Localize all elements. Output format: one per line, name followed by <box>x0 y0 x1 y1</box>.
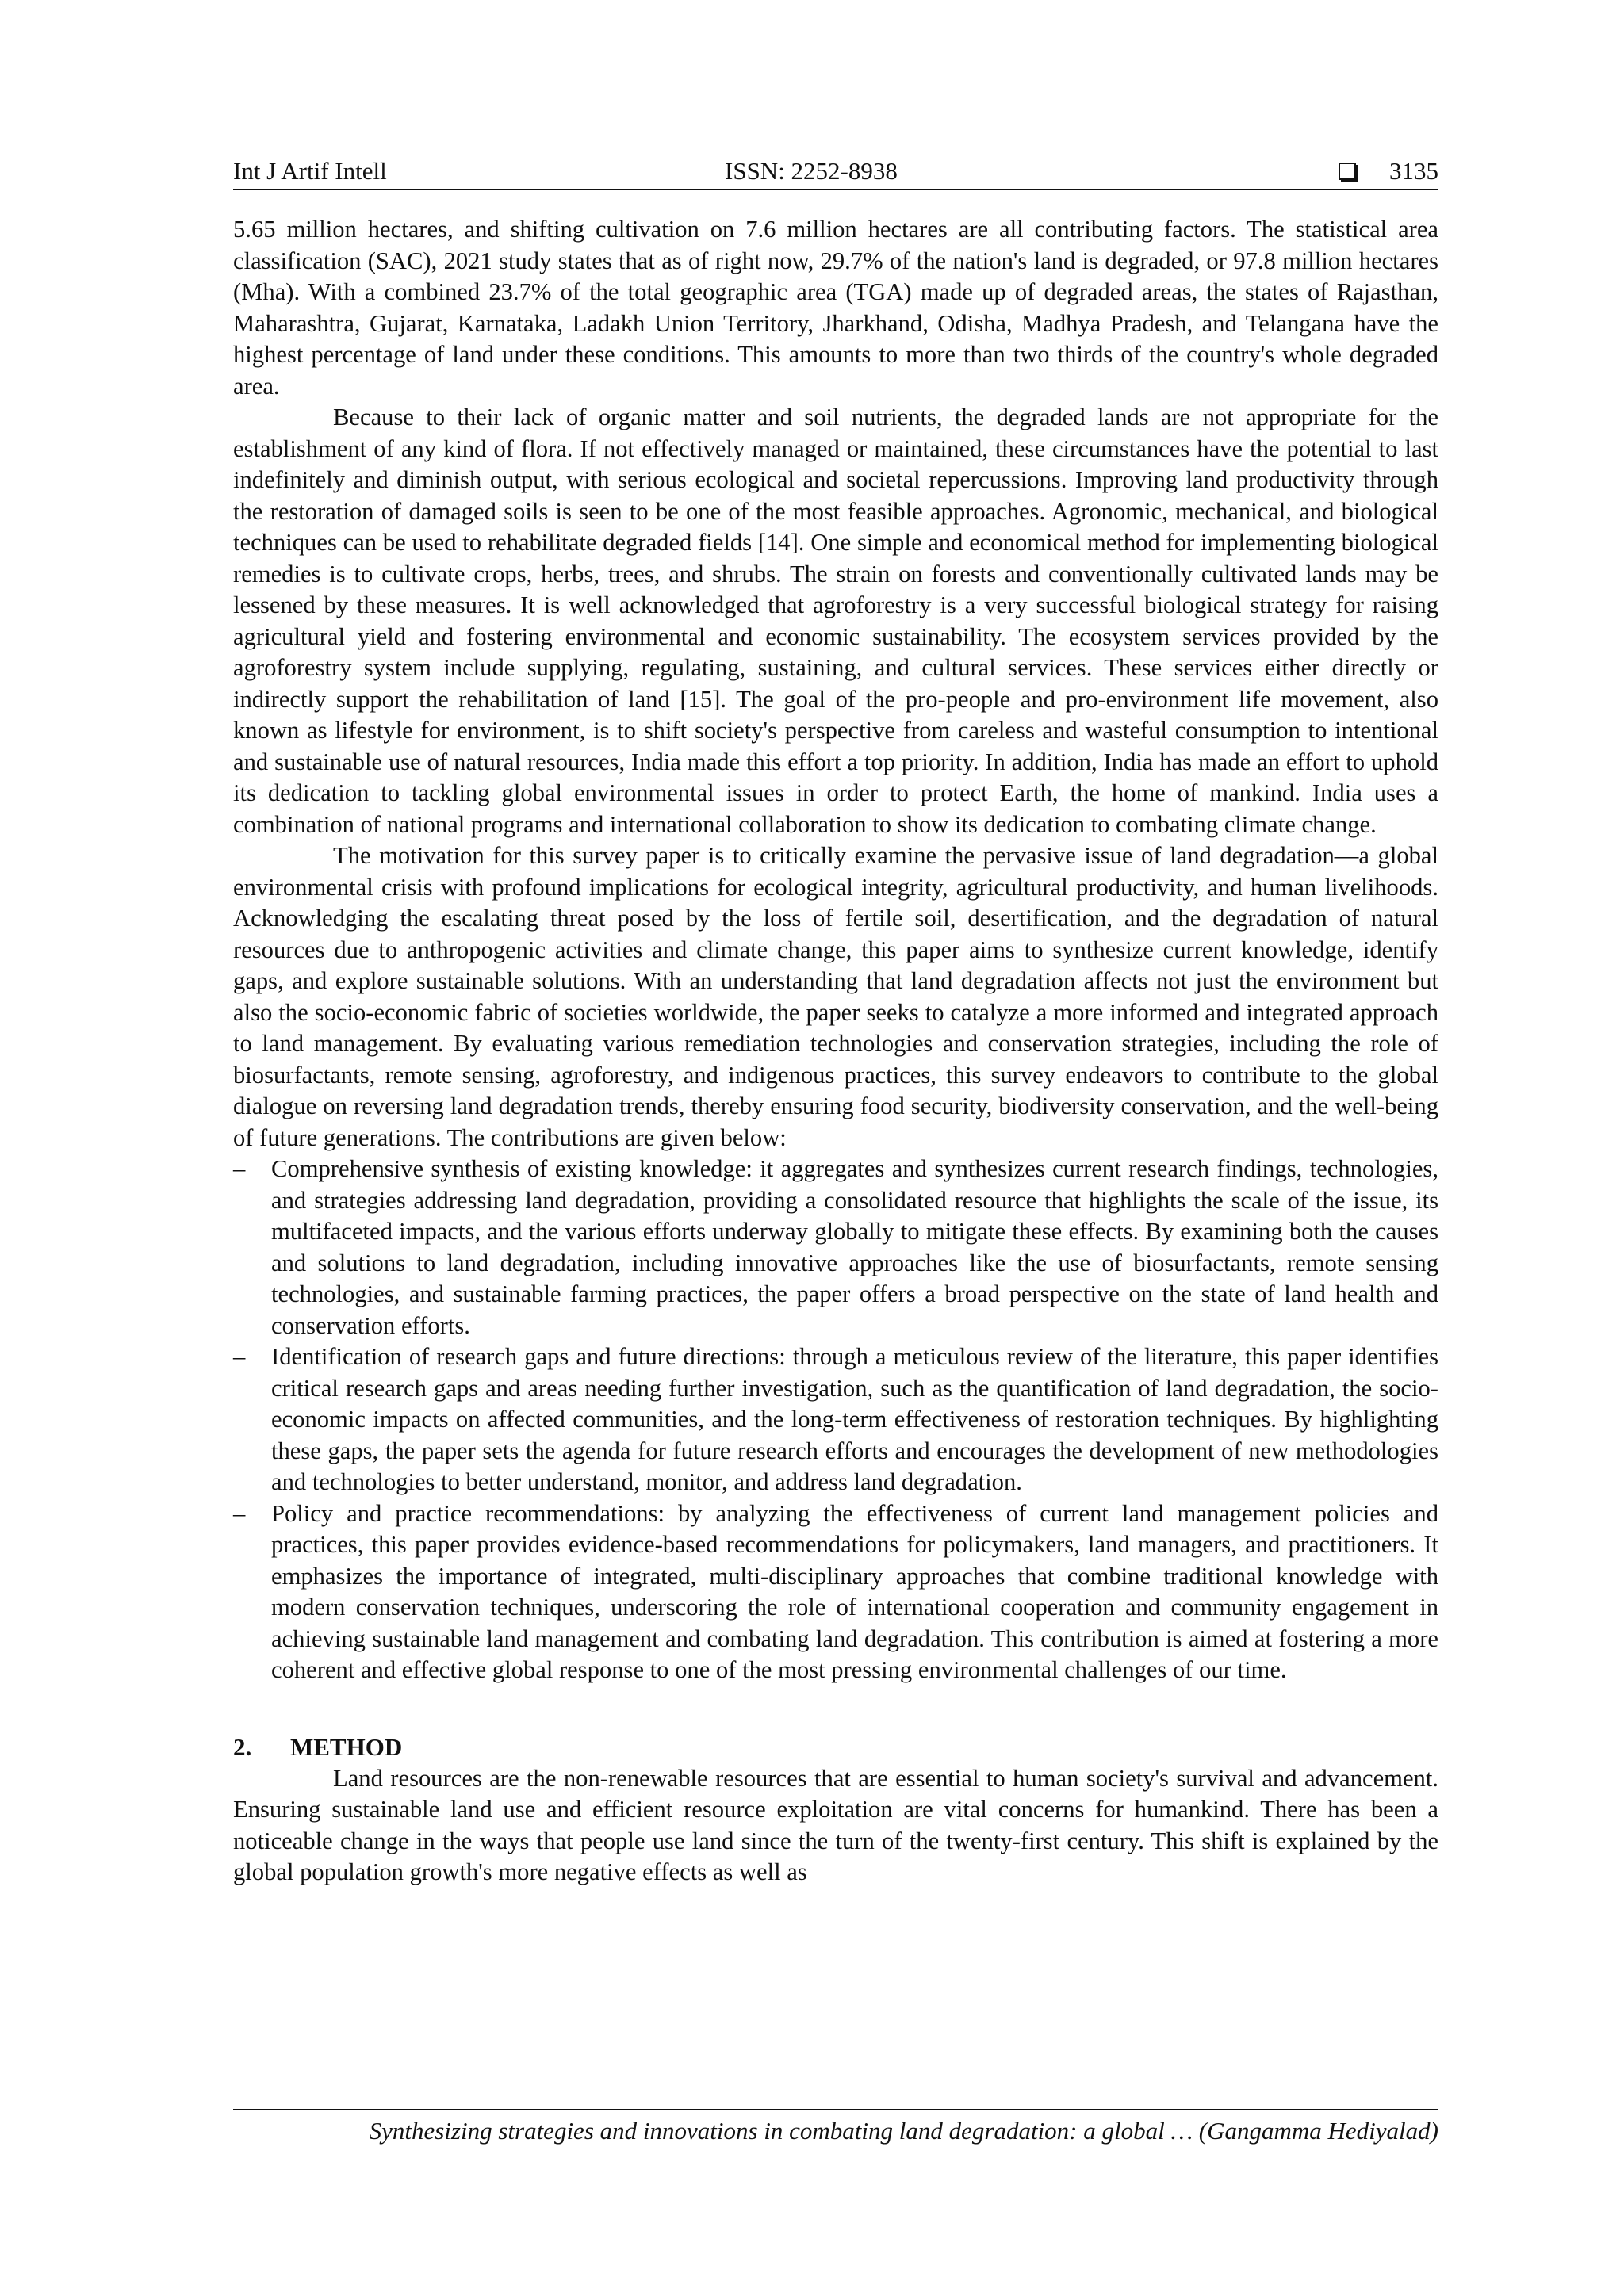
list-item <box>233 1154 1438 1341</box>
list-item <box>233 1498 1438 1686</box>
box-icon <box>1339 163 1356 180</box>
running-header <box>233 155 1438 190</box>
list-item-text: Comprehensive synthesis of existing knowledge: it aggregates and synthesizes current research findings, technologies, and strategies addressing land degradation, providing a consolidated resource that highlights the scale of the issue, its multifaceted impacts, and the various efforts underway globally to mitigate these effects. By examining both the causes and solutions to land degradation, including innovative approaches like the use of biosurfactants, remote sensing technologies, and sustainable farming practices, the paper offers a broad perspective on the state of land health and conservation efforts. <box>271 1155 1438 1339</box>
section-heading <box>233 1732 1438 1763</box>
section-number: 2. <box>233 1732 252 1761</box>
dash-bullet-icon: – <box>233 1343 246 1370</box>
list-item-text: Policy and practice recommendations: by analyzing the effectiveness of current land management policies and practices, this paper provides evidence-based recommendations for policymakers, land managers, and practitioners. It emphasizes the importance of integrated, multi-disciplinary approaches that combine traditional knowledge with modern conservation techniques, underscoring the role of international cooperation and community engagement in achieving sustainable land management and combating land degradation. This contribution is aimed at fostering a more coherent and effective global response to one of the most pressing environmental challenges of our time. <box>271 1499 1438 1683</box>
paragraph-degraded-lands: Because to their lack of organic matter and soil nutrients, the degraded lands are not appropriate for the establishment of any kind of flora. If not effectively managed or maintained, these circumstances have the potential to last indefinitely and diminish output, with serious ecological and societal repercussions. Improving land productivity through the restoration of damaged soils is seen to be one of the most feasible approaches. Agronomic, mechanical, and biological techniques can be used to rehabilitate degraded fields [14]. One simple and economical method for implementing biological remedies is to cultivate crops, herbs, trees, and shrubs. The strain on forests and conventionally cultivated lands may be lessened by these measures. It is well acknowledged that agroforestry is a very successful biological strategy for raising agricultural yield and fostering environmental and economic sustainability. The ecosystem services provided by the agroforestry system include supplying, regulating, sustaining, and cultural services. These services either directly or indirectly support the rehabilitation of land [15]. The goal of the pro-people and pro-environment life movement, also known as lifestyle for environment, is to shift society's perspective from careless and wasteful consumption to intentional and sustainable use of natural resources, India made this effort a top priority. In addition, India has made an effort to uphold its dedication to tackling global environmental issues in order to protect Earth, the home of mankind. India uses a combination of national programs and international collaboration to show its dedication to combating climate change. <box>233 404 1438 838</box>
paper-page <box>233 0 1438 2296</box>
header-rule <box>233 189 1438 190</box>
section-title: METHOD <box>290 1732 403 1761</box>
paragraph-method: Land resources are the non-renewable resources that are essential to human society's survival and advancement. Ensuring sustainable land use and efficient resource exploitation are vital concerns for humankind. There has been a noticeable change in the ways that people use land since the turn of the twenty-first century. This shift is explained by the global population growth's more negative effects as well as <box>233 1764 1438 1885</box>
running-footer: Synthesizing strategies and innovations in combating land degradation: a global … (Gangamma Hediyalad) <box>369 2117 1438 2145</box>
journal-name: Int J Artif Intell <box>233 157 387 185</box>
footer-rule <box>233 2109 1438 2110</box>
page-number: 3135 <box>1389 157 1438 185</box>
paragraph-continuation: 5.65 million hectares, and shifting cultivation on 7.6 million hectares are all contributing factors. The statistical area classification (SAC), 2021 study states that as of right now, 29.7% of the nation's land is degraded, or 97.8 million hectares (Mha). With a combined 23.7% of the total geographic area (TGA) made up of degraded areas, the states of Rajasthan, Maharashtra, Gujarat, Karnataka, Ladakh Union Territory, Jharkhand, Odisha, Madhya Pradesh, and Telangana have the highest percentage of land under these conditions. This amounts to more than two thirds of the country's whole degraded area. <box>233 216 1438 400</box>
paragraph-motivation: The motivation for this survey paper is to critically examine the pervasive issue of land degradation—a global environmental crisis with profound implications for ecological integrity, agricultural productivity, and human livelihoods. Acknowledging the escalating threat posed by the loss of fertile soil, desertification, and the degradation of natural resources due to anthropogenic activities and climate change, this paper aims to synthesize current knowledge, identify gaps, and explore sustainable solutions. With an understanding that land degradation affects not just the environment but also the socio-economic fabric of societies worldwide, the paper seeks to catalyze a more informed and integrated approach to land management. By evaluating various remediation technologies and conservation strategies, including the role of biosurfactants, remote sensing, agroforestry, and indigenous practices, this survey endeavors to contribute to the global dialogue on reversing land degradation trends, thereby ensuring food security, biodiversity conservation, and the well-being of future generations. The contributions are given below: <box>233 842 1438 1151</box>
contributions-list <box>233 1154 1438 1686</box>
list-item-text: Identification of research gaps and future directions: through a meticulous review of the literature, this paper identifies critical research gaps and areas needing further investigation, such as the quantification of land degradation, the socio-economic impacts on affected communities, and the long-term effectiveness of restoration techniques. By highlighting these gaps, the paper sets the agenda for future research efforts and encourages the development of new methodologies and technologies to better understand, monitor, and address land degradation. <box>271 1343 1438 1495</box>
issn: ISSN: 2252-8938 <box>725 157 898 185</box>
dash-bullet-icon: – <box>233 1155 246 1182</box>
dash-bullet-icon: – <box>233 1499 246 1527</box>
page-number-group <box>1339 155 1438 187</box>
body-text <box>233 214 1438 1888</box>
list-item <box>233 1341 1438 1498</box>
